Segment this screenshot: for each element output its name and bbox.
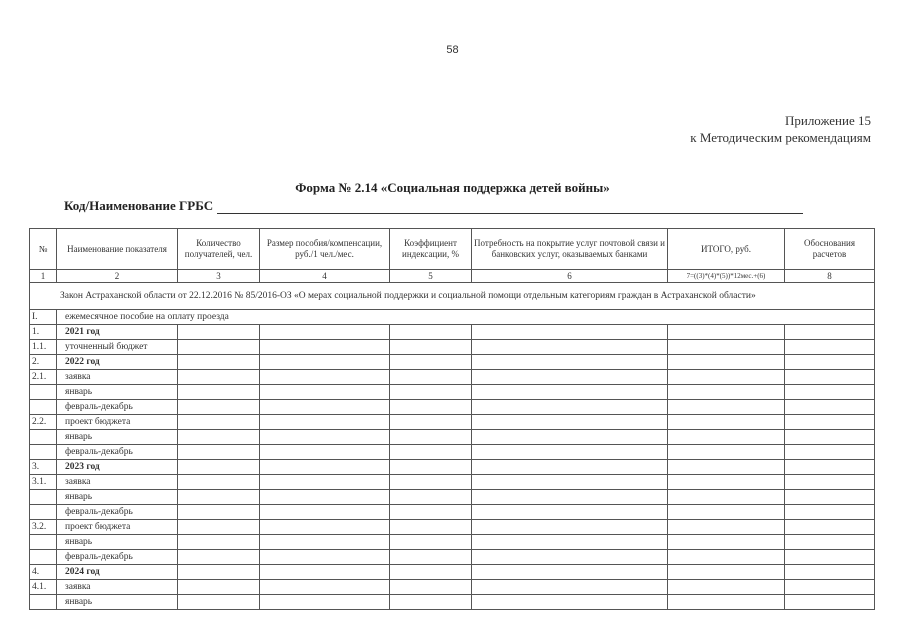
table-row [30, 400, 875, 415]
row-number: 2.1. [30, 370, 57, 385]
row-number [30, 595, 57, 610]
row-number [30, 445, 57, 460]
empty-cell[interactable] [785, 460, 875, 475]
empty-cell[interactable] [260, 535, 390, 550]
header-row [30, 229, 875, 270]
row-name: январь [57, 595, 178, 610]
empty-cell[interactable] [668, 400, 785, 415]
table-row [30, 595, 875, 610]
empty-cell[interactable] [668, 520, 785, 535]
col-header-total: ИТОГО, руб. [668, 229, 785, 270]
empty-cell[interactable] [260, 445, 390, 460]
empty-cell[interactable] [260, 520, 390, 535]
empty-cell[interactable] [472, 370, 668, 385]
row-number: 3. [30, 460, 57, 475]
empty-cell[interactable] [785, 535, 875, 550]
row-name: февраль-декабрь [57, 505, 178, 520]
empty-cell[interactable] [260, 565, 390, 580]
empty-cell[interactable] [260, 370, 390, 385]
empty-cell[interactable] [472, 505, 668, 520]
empty-cell[interactable] [668, 355, 785, 370]
empty-cell[interactable] [785, 595, 875, 610]
empty-cell[interactable] [390, 400, 472, 415]
empty-cell[interactable] [472, 385, 668, 400]
empty-cell[interactable] [668, 445, 785, 460]
empty-cell[interactable] [668, 385, 785, 400]
law-row [30, 283, 875, 310]
row-number [30, 535, 57, 550]
empty-cell[interactable] [390, 385, 472, 400]
empty-cell[interactable] [472, 475, 668, 490]
row-name: февраль-декабрь [57, 550, 178, 565]
row-number [30, 505, 57, 520]
numbering-row [30, 270, 875, 283]
empty-cell[interactable] [390, 460, 472, 475]
empty-cell[interactable] [472, 595, 668, 610]
empty-cell[interactable] [260, 415, 390, 430]
table-row [30, 445, 875, 460]
empty-cell[interactable] [390, 595, 472, 610]
empty-cell[interactable] [472, 355, 668, 370]
row-name: заявка [57, 370, 178, 385]
empty-cell[interactable] [390, 535, 472, 550]
empty-cell[interactable] [178, 370, 260, 385]
empty-cell[interactable] [260, 490, 390, 505]
grbs-label: Код/Наименование ГРБС [64, 198, 214, 213]
empty-cell[interactable] [785, 475, 875, 490]
row-number [30, 550, 57, 565]
grbs-line [64, 198, 803, 214]
empty-cell[interactable] [668, 490, 785, 505]
empty-cell[interactable] [390, 550, 472, 565]
year-row [30, 355, 875, 370]
table-row [30, 550, 875, 565]
year-row [30, 325, 875, 340]
empty-cell[interactable] [785, 385, 875, 400]
empty-cell[interactable] [178, 505, 260, 520]
empty-cell[interactable] [785, 520, 875, 535]
empty-cell[interactable] [472, 520, 668, 535]
empty-cell[interactable] [472, 400, 668, 415]
col-number: 1 [30, 270, 57, 283]
empty-cell[interactable] [668, 505, 785, 520]
row-number: 2.2. [30, 415, 57, 430]
col-number: 2 [57, 270, 178, 283]
row-name: проект бюджета [57, 415, 178, 430]
row-name: заявка [57, 580, 178, 595]
empty-cell[interactable] [260, 580, 390, 595]
empty-cell[interactable] [178, 400, 260, 415]
empty-cell[interactable] [472, 430, 668, 445]
empty-cell[interactable] [260, 550, 390, 565]
empty-cell[interactable] [472, 490, 668, 505]
col-number: 3 [178, 270, 260, 283]
empty-cell[interactable] [260, 430, 390, 445]
empty-cell[interactable] [390, 325, 472, 340]
empty-cell[interactable] [390, 355, 472, 370]
law-text: Закон Астраханской области от 22.12.2016 № 85/2016-ОЗ «О мерах социальной поддержки и социальной помощи отдельным категориям граждан в Астраханской области» [30, 283, 875, 310]
row-name: январь [57, 535, 178, 550]
empty-cell[interactable] [390, 505, 472, 520]
empty-cell[interactable] [178, 535, 260, 550]
row-name: 2024 год [57, 565, 178, 580]
row-name: февраль-декабрь [57, 445, 178, 460]
empty-cell[interactable] [260, 400, 390, 415]
col-number: 4 [260, 270, 390, 283]
empty-cell[interactable] [668, 550, 785, 565]
empty-cell[interactable] [390, 580, 472, 595]
row-number: 1. [30, 325, 57, 340]
empty-cell[interactable] [785, 415, 875, 430]
row-number: 3.2. [30, 520, 57, 535]
empty-cell[interactable] [390, 415, 472, 430]
empty-cell[interactable] [472, 460, 668, 475]
form-table [29, 228, 875, 610]
grbs-input-line[interactable] [217, 200, 803, 214]
empty-cell[interactable] [785, 505, 875, 520]
empty-cell[interactable] [260, 475, 390, 490]
table-row [30, 370, 875, 385]
empty-cell[interactable] [178, 340, 260, 355]
empty-cell[interactable] [668, 430, 785, 445]
empty-cell[interactable] [260, 595, 390, 610]
empty-cell[interactable] [390, 340, 472, 355]
empty-cell[interactable] [390, 565, 472, 580]
empty-cell[interactable] [785, 355, 875, 370]
empty-cell[interactable] [178, 595, 260, 610]
col-number: 5 [390, 270, 472, 283]
empty-cell[interactable] [472, 550, 668, 565]
empty-cell[interactable] [390, 475, 472, 490]
row-name: январь [57, 430, 178, 445]
table-row [30, 490, 875, 505]
appendix-line-1: Приложение 15 [784, 113, 871, 128]
empty-cell[interactable] [178, 445, 260, 460]
empty-cell[interactable] [668, 475, 785, 490]
empty-cell[interactable] [178, 430, 260, 445]
row-number: I. [30, 310, 57, 325]
appendix-block [690, 112, 871, 146]
row-name: уточненный бюджет [57, 340, 178, 355]
empty-cell[interactable] [178, 565, 260, 580]
table-row [30, 535, 875, 550]
empty-cell[interactable] [178, 490, 260, 505]
empty-cell[interactable] [785, 445, 875, 460]
empty-cell[interactable] [390, 430, 472, 445]
col-number: 8 [785, 270, 875, 283]
form-title: Форма № 2.14 «Социальная поддержка детей войны» [295, 180, 610, 195]
empty-cell[interactable] [668, 325, 785, 340]
empty-cell[interactable] [178, 415, 260, 430]
empty-cell[interactable] [668, 340, 785, 355]
empty-cell[interactable] [178, 460, 260, 475]
empty-cell[interactable] [785, 565, 875, 580]
year-row [30, 460, 875, 475]
empty-cell[interactable] [785, 550, 875, 565]
empty-cell[interactable] [178, 475, 260, 490]
row-name: 2022 год [57, 355, 178, 370]
empty-cell[interactable] [472, 340, 668, 355]
empty-cell[interactable] [472, 415, 668, 430]
col-number-formula: 7=((3)*(4)*(5))*12мес.+(6) [668, 270, 785, 283]
row-number [30, 490, 57, 505]
row-number: 4.1. [30, 580, 57, 595]
empty-cell[interactable] [668, 535, 785, 550]
row-name: 2023 год [57, 460, 178, 475]
col-number: 6 [472, 270, 668, 283]
empty-cell[interactable] [472, 325, 668, 340]
empty-cell[interactable] [390, 520, 472, 535]
empty-cell[interactable] [668, 460, 785, 475]
empty-cell[interactable] [260, 460, 390, 475]
empty-cell[interactable] [668, 370, 785, 385]
row-name: февраль-декабрь [57, 400, 178, 415]
appendix-line-2: к Методическим рекомендациям [690, 130, 871, 145]
empty-cell[interactable] [178, 550, 260, 565]
empty-cell[interactable] [260, 325, 390, 340]
empty-cell[interactable] [178, 355, 260, 370]
row-number: 2. [30, 355, 57, 370]
table-row [30, 430, 875, 445]
col-header-num: № [30, 229, 57, 270]
row-number: 3.1. [30, 475, 57, 490]
row-name: январь [57, 385, 178, 400]
empty-cell[interactable] [785, 370, 875, 385]
col-header-services: Потребность на покрытие услуг почтовой связи и банковских услуг, оказываемых банками [472, 229, 668, 270]
table-row [30, 520, 875, 535]
row-name: заявка [57, 475, 178, 490]
section-title: ежемесячное пособие на оплату проезда [57, 310, 875, 325]
empty-cell[interactable] [472, 535, 668, 550]
empty-cell[interactable] [390, 445, 472, 460]
empty-cell[interactable] [668, 565, 785, 580]
table-row [30, 580, 875, 595]
empty-cell[interactable] [785, 430, 875, 445]
empty-cell[interactable] [668, 580, 785, 595]
row-name: проект бюджета [57, 520, 178, 535]
empty-cell[interactable] [668, 595, 785, 610]
row-number: 4. [30, 565, 57, 580]
table-row [30, 505, 875, 520]
empty-cell[interactable] [260, 340, 390, 355]
empty-cell[interactable] [472, 565, 668, 580]
row-number [30, 400, 57, 415]
empty-cell[interactable] [785, 325, 875, 340]
empty-cell[interactable] [785, 490, 875, 505]
empty-cell[interactable] [472, 445, 668, 460]
empty-cell[interactable] [390, 370, 472, 385]
col-header-justification: Обоснования расчетов [785, 229, 875, 270]
empty-cell[interactable] [178, 580, 260, 595]
empty-cell[interactable] [785, 400, 875, 415]
row-name: 2021 год [57, 325, 178, 340]
page-number: 58 [446, 44, 459, 56]
year-row [30, 565, 875, 580]
empty-cell[interactable] [178, 520, 260, 535]
table-row [30, 340, 875, 355]
empty-cell[interactable] [785, 580, 875, 595]
empty-cell[interactable] [785, 340, 875, 355]
empty-cell[interactable] [178, 385, 260, 400]
empty-cell[interactable] [472, 580, 668, 595]
empty-cell[interactable] [260, 385, 390, 400]
table-row [30, 385, 875, 400]
row-number [30, 385, 57, 400]
row-number: 1.1. [30, 340, 57, 355]
row-number [30, 430, 57, 445]
col-header-index: Коэффициент индексации, % [390, 229, 472, 270]
table-row [30, 475, 875, 490]
col-header-amount: Размер пособия/компенсации, руб./1 чел./мес. [260, 229, 390, 270]
col-header-count: Количество получателей, чел. [178, 229, 260, 270]
empty-cell[interactable] [260, 355, 390, 370]
empty-cell[interactable] [178, 325, 260, 340]
col-header-name: Наименование показателя [57, 229, 178, 270]
section-row [30, 310, 875, 325]
table-row [30, 415, 875, 430]
empty-cell[interactable] [390, 490, 472, 505]
row-name: январь [57, 490, 178, 505]
empty-cell[interactable] [260, 505, 390, 520]
empty-cell[interactable] [668, 415, 785, 430]
